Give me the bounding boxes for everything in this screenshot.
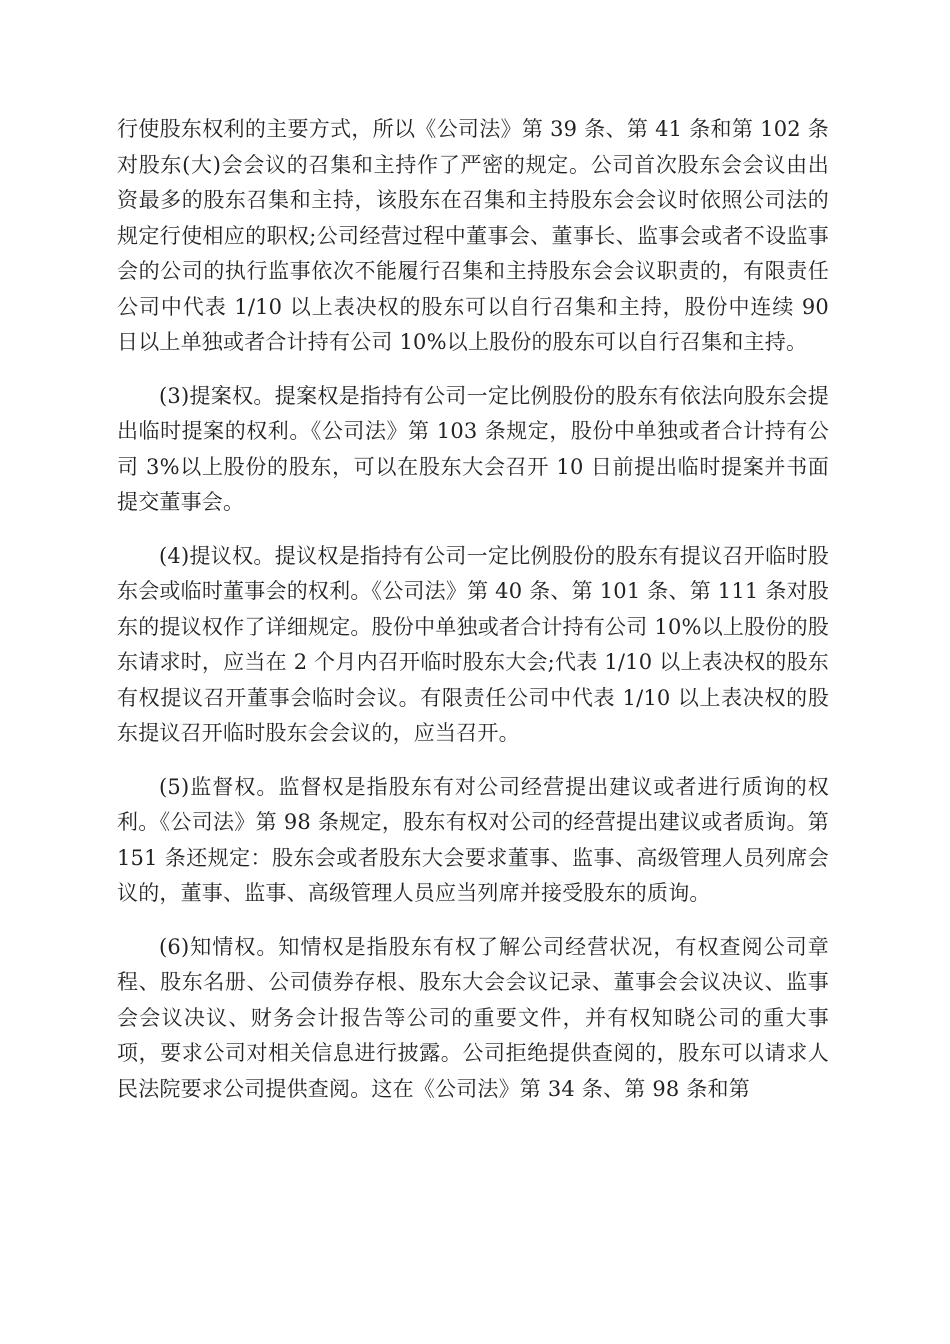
- paragraph-information-right: (6)知情权。知情权是指股东有权了解公司经营状况，有权查阅公司章程、股东名册、公司债券存根、股东大会会议记录、董事会会议决议、监事会会议决议、财务会计报告等公司的重要文件，并有权知晓公司的重大事项，要求公司对相关信息进行披露。公司拒绝提供查阅的，股东可以请求人民法院要求公司提供查阅。这在《公司法》第 34 条、第 98 条和第: [117, 934, 829, 1101]
- paragraph-supervision-right: (5)监督权。监督权是指股东有对公司经营提出建议或者进行质询的权利。《公司法》第 98 条规定，股东有权对公司的经营提出建议或者质询。第 151 条还规定：股东会或者股东大会要求董事、监事、高级管理人员列席会议的，董事、监事、高级管理人员应当列席并接受股东的质询。: [117, 774, 829, 905]
- paragraph-proposal-right: (3)提案权。提案权是指持有公司一定比例股份的股东有依法向股东会提出临时提案的权利。《公司法》第 103 条规定，股份中单独或者合计持有公司 3%以上股份的股东，可以在股东大会召开 10 日前提出临时提案并书面提交董事会。: [117, 383, 829, 514]
- document-body: [117, 112, 829, 1125]
- paragraph-motion-right: (4)提议权。提议权是指持有公司一定比例股份的股东有提议召开临时股东会或临时董事会的权利。《公司法》第 40 条、第 101 条、第 111 条对股东的提议权作了详细规定。股份中单独或者合计持有公司 10%以上股份的股东请求时，应当在 2 个月内召开临时股东大会;代表 1/10 以上表决权的股东有权提议召开董事会临时会议。有限责任公司中代表 1/10 以上表决权的股东提议召开临时股东会会议的，应当召开。: [117, 543, 829, 745]
- paragraph-continuation: 行使股东权利的主要方式，所以《公司法》第 39 条、第 41 条和第 102 条对股东(大)会会议的召集和主持作了严密的规定。公司首次股东会会议由出资最多的股东召集和主持，该股东在召集和主持股东会会议时依照公司法的规定行使相应的职权;公司经营过程中董事会、董事长、监事会或者不设监事会的公司的执行监事依次不能履行召集和主持股东会会议职责的，有限责任公司中代表 1/10 以上表决权的股东可以自行召集和主持，股份中连续 90 日以上单独或者合计持有公司 10%以上股份的股东可以自行召集和主持。: [117, 117, 829, 354]
